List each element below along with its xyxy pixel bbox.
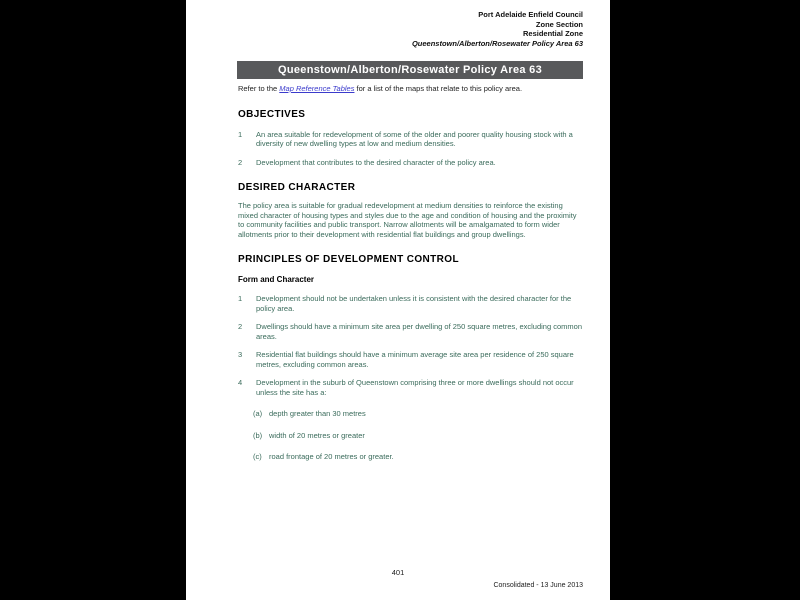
- desired-character-heading: DESIRED CHARACTER: [238, 182, 356, 193]
- principle-item-2: [238, 322, 584, 341]
- header-council: Port Adelaide Enfield Council: [478, 10, 583, 19]
- objective-text: An area suitable for redevelopment of some of the older and poorer quality housing stock with a diversity of new dwelling types at low and medium densities.: [256, 129, 573, 148]
- principle-number: 2: [238, 322, 243, 331]
- map-reference-tables-link[interactable]: Map Reference Tables: [279, 84, 355, 93]
- objective-item-1: [238, 130, 584, 149]
- principle-text: Dwellings should have a minimum site area per dwelling of 250 square metres, excluding common areas.: [256, 322, 582, 341]
- principle-item-3: [238, 350, 584, 369]
- sub-item-marker: (a): [253, 409, 263, 418]
- principle-sub-item-a: [253, 409, 584, 419]
- objectives-heading: OBJECTIVES: [238, 108, 306, 120]
- sub-item-text: road frontage of 20 metres or greater.: [269, 452, 394, 461]
- document-page: [186, 0, 610, 600]
- intro-text-before: Refer to the: [238, 84, 280, 93]
- header-zone-section: Zone Section: [535, 19, 583, 29]
- intro-text-after: for a list of the maps that relate to this policy area.: [354, 84, 523, 93]
- objective-item-2: [238, 158, 584, 168]
- desired-character-body: The policy area is suitable for gradual redevelopment at medium densities to reinforce the existing mixed character of housing types and styles due to the age and condition of housing and the proximity to community facilities and public transport. Narrow allotments will be amalgamated to form wider allotments prior to their development with residential flat buildings and group dwellings.: [238, 201, 577, 239]
- page-number: 401: [391, 568, 405, 577]
- objective-text: Development that contributes to the desired character of the policy area.: [256, 157, 496, 167]
- header-policy-area: Queenstown/Alberton/Rosewater Policy Area 63: [411, 38, 583, 48]
- principle-text: Residential flat buildings should have a minimum average site area per residence of 250 square metres, excluding common areas.: [256, 350, 574, 369]
- map-reference-intro: [238, 84, 584, 94]
- principles-heading: PRINCIPLES OF DEVELOPMENT CONTROL: [238, 254, 459, 265]
- principle-item-4: [238, 378, 584, 397]
- sub-item-marker: (c): [253, 452, 262, 461]
- principle-text: Development should not be undertaken unless it is consistent with the desired character for the policy area.: [256, 294, 572, 313]
- policy-area-title-bar: [237, 61, 583, 79]
- principle-number: 4: [238, 378, 243, 387]
- principle-number: 3: [238, 350, 243, 359]
- objective-number: 2: [238, 157, 243, 167]
- principle-text: Development in the suburb of Queenstown comprising three or more dwellings should not occur unless the site has a:: [256, 378, 574, 397]
- principle-item-1: [238, 294, 584, 313]
- sub-item-text: width of 20 metres or greater: [269, 430, 365, 440]
- header-residential-zone: Residential Zone: [522, 29, 583, 38]
- policy-area-title: Queenstown/Alberton/Rosewater Policy Area 63: [277, 64, 543, 76]
- principle-sub-item-b: [253, 431, 584, 441]
- objective-number: 1: [238, 129, 243, 139]
- form-and-character-subheading: Form and Character: [238, 275, 315, 284]
- document-content: [238, 84, 584, 462]
- sub-item-text: depth greater than 30 metres: [269, 409, 366, 418]
- sub-item-marker: (b): [253, 430, 263, 440]
- document-header: [412, 10, 583, 48]
- principle-sub-item-c: [253, 452, 584, 462]
- consolidated-date: Consolidated - 13 June 2013: [493, 582, 583, 589]
- principle-number: 1: [238, 294, 243, 303]
